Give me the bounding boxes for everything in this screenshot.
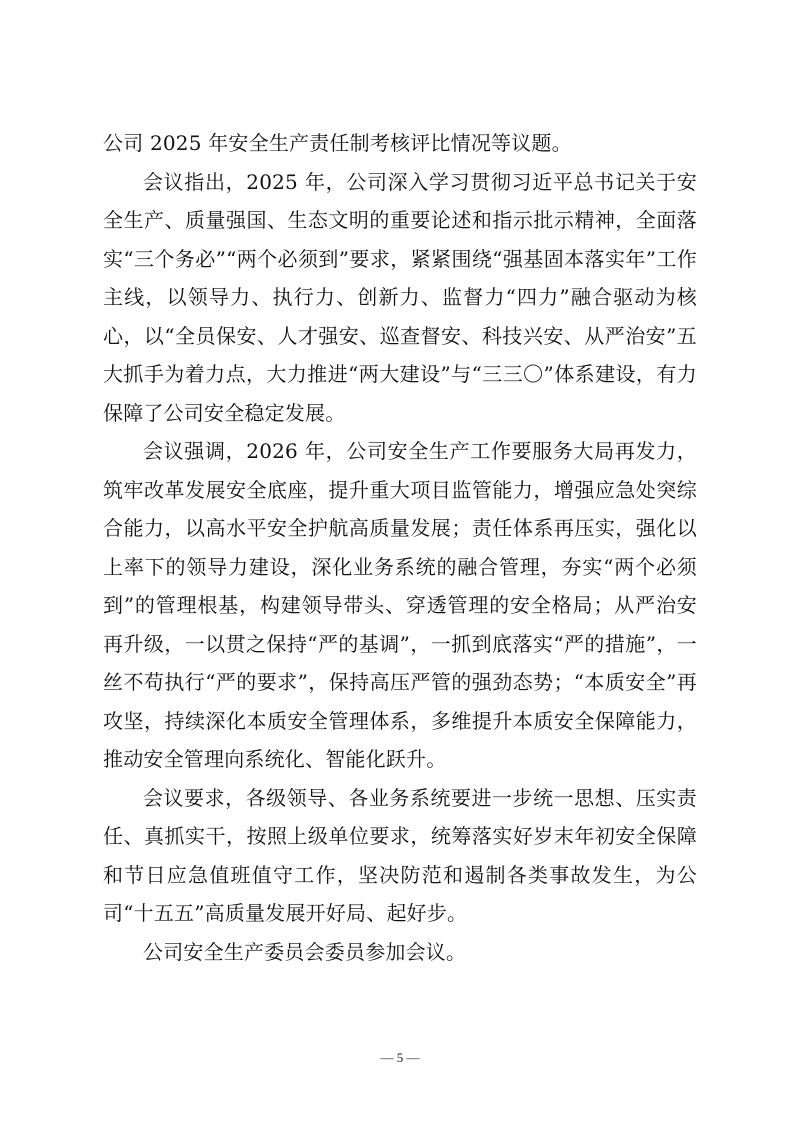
paragraph-meeting-pointed-out: 会议指出，2025 年，公司深入学习贯彻习近平总书记关于安全生产、质量强国、生态文明的重要论述和指示批示精神，全面落实“三个务必”“两个必须到”要求，紧紧围绕“强基固本落实年”工作主线，以领导力、执行力、创新力、监督力“四力”融合驱动为核心，以“全员保安、人才强安、巡查督安、科技兴安、从严治安”五大抓手为着力点，大力推进“两大建设”与“三三〇”体系建设，有力保障了公司安全稳定发展。 (103, 169, 697, 425)
body-text (103, 124, 697, 971)
paragraph-meeting-requirements: 会议要求，各级领导、各业务系统要进一步统一思想、压实责任、真抓实干，按照上级单位要求，统筹落实好岁末年初安全保障和节日应急值班值守工作，坚决防范和遏制各类事故发生，为公司“十五五”高质量发展开好局、起好步。 (103, 785, 697, 925)
paragraph-attendees: 公司安全生产委员会委员参加会议。 (143, 939, 467, 964)
page-number: — 5 — (380, 1050, 420, 1065)
paragraph-meeting-emphasized: 会议强调，2026 年，公司安全生产工作要服务大局再发力，筑牢改革发展安全底座，提升重大项目监管能力，增强应急处突综合能力，以高水平安全护航高质量发展；责任体系再压实，强化以上率下的领导力建设，深化业务系统的融合管理，夯实“两个必须到”的管理根基，构建领导带头、穿透管理的安全格局；从严治安再升级，一以贯之保持“严的基调”，一抓到底落实“严的措施”，一丝不苟执行“严的要求”，保持高压严管的强劲态势；“本质安全”再攻坚，持续深化本质安全管理体系，多维提升本质安全保障能力，推动安全管理向系统化、智能化跃升。 (103, 439, 697, 771)
paragraph-continuation: 公司 2025 年安全生产责任制考核评比情况等议题。 (103, 131, 572, 155)
